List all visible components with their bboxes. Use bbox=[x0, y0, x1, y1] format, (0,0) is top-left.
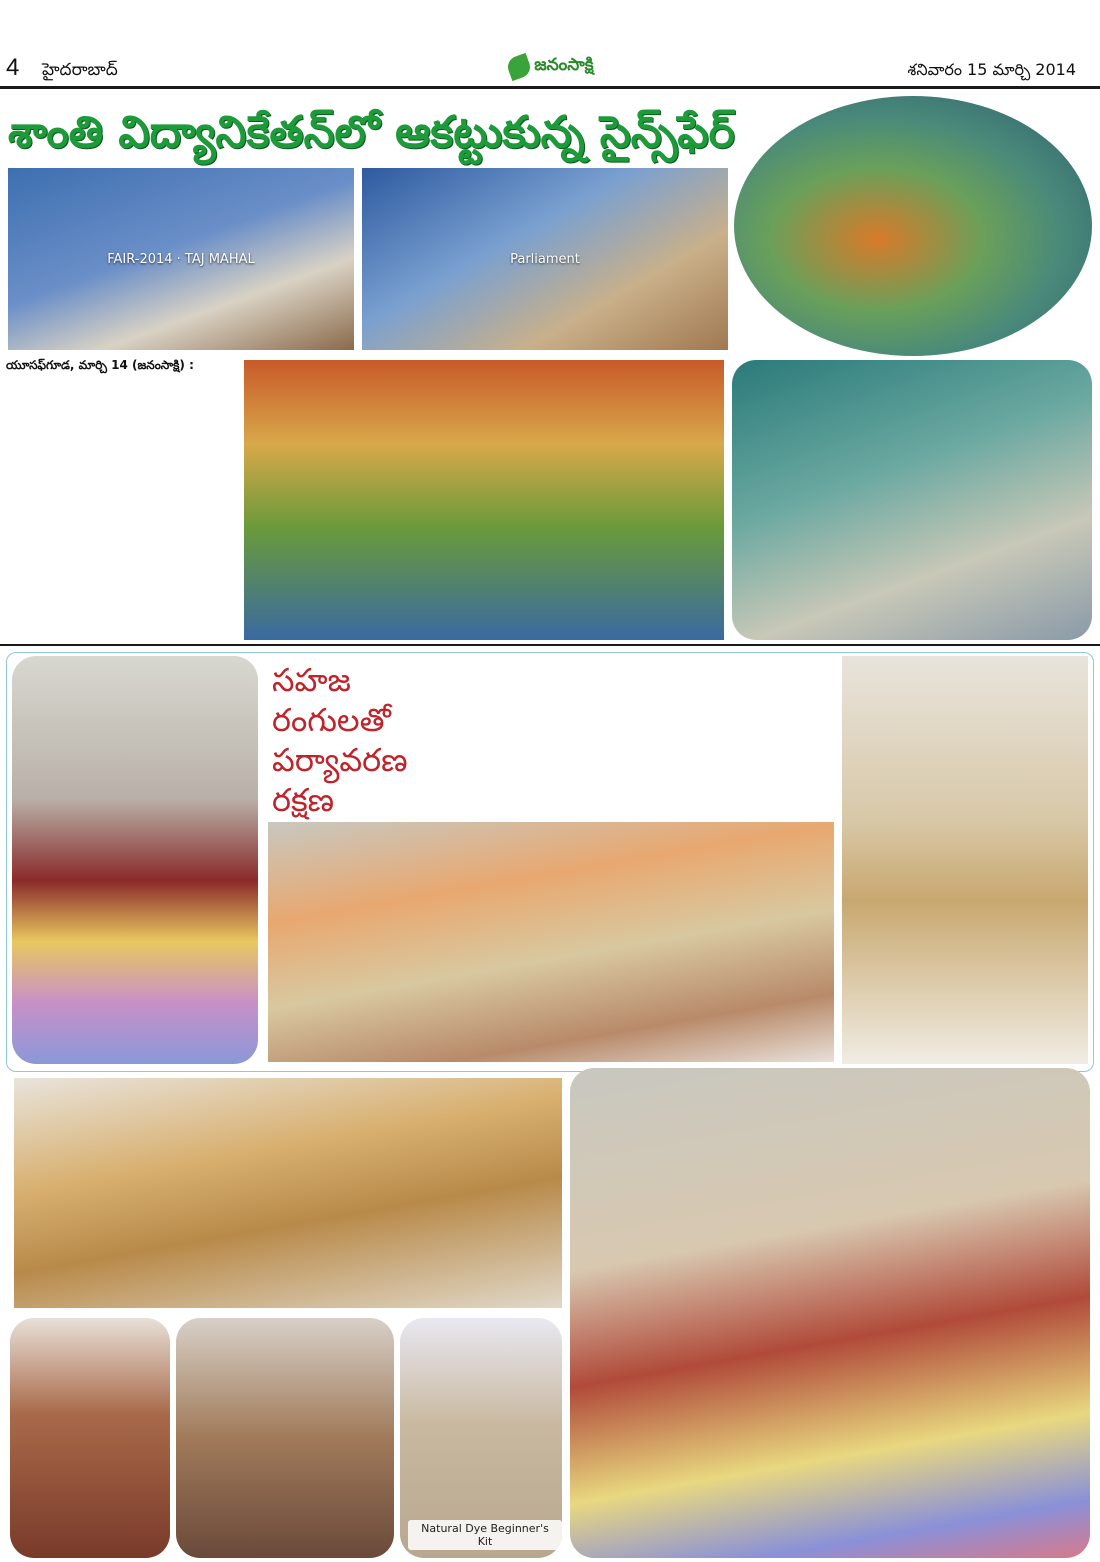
photo-handicrafts-display bbox=[14, 1078, 562, 1308]
photo-parliament-model bbox=[362, 168, 728, 350]
issue-date: శనివారం 15 మార్చి 2014 bbox=[907, 60, 1076, 79]
photo-garden-model bbox=[244, 360, 724, 640]
photo-electric-experiment bbox=[732, 360, 1092, 640]
photo-dye-samples-packets bbox=[176, 1318, 394, 1558]
parliament-caption: Parliament bbox=[510, 251, 580, 267]
section-divider bbox=[0, 644, 1100, 646]
photo-colour-powders bbox=[570, 1068, 1090, 1558]
story2-headline bbox=[266, 656, 408, 819]
story1-dateline: యూసఫ్‌గూడ, మార్చి 14 (జనంసాక్షి) : bbox=[6, 358, 194, 372]
story1-article bbox=[6, 356, 240, 640]
masthead-rule bbox=[0, 86, 1100, 89]
story1-headline: శాంతి విద్యానికేతన్‌లో ఆకట్టుకున్న సైన్స్‌ఫేర్ bbox=[8, 107, 735, 158]
photo-seeds-kit bbox=[10, 1318, 170, 1558]
edition-city: హైదరాబాద్ bbox=[42, 60, 118, 80]
leaf-icon bbox=[505, 53, 533, 81]
logo-text: జనంసాక్షి bbox=[534, 55, 594, 75]
story2-headline-line: రంగులతో bbox=[272, 701, 391, 739]
masthead bbox=[0, 0, 1100, 88]
story2-headline-line: సహజ bbox=[272, 661, 351, 699]
photo-natural-dye-kit bbox=[400, 1318, 562, 1558]
photo-ganesha-idol-painting bbox=[842, 656, 1088, 1064]
photo-woman-with-dye-powders bbox=[12, 656, 258, 1064]
kit-label: Natural Dye Beginner's Kit bbox=[408, 1520, 562, 1550]
photo-teacher-with-students bbox=[734, 96, 1092, 356]
photo-taj-mahal-model bbox=[8, 168, 354, 350]
taj-mahal-caption: FAIR-2014 · TAJ MAHAL bbox=[107, 251, 255, 267]
story2-headline-line: పర్యావరణ bbox=[272, 741, 408, 779]
newspaper-logo[interactable] bbox=[488, 50, 614, 84]
page-number: 4 bbox=[6, 54, 20, 81]
story2-headline-line: రక్షణ bbox=[272, 781, 335, 819]
photo-mannequins-with-dyed-clothes bbox=[268, 822, 834, 1062]
